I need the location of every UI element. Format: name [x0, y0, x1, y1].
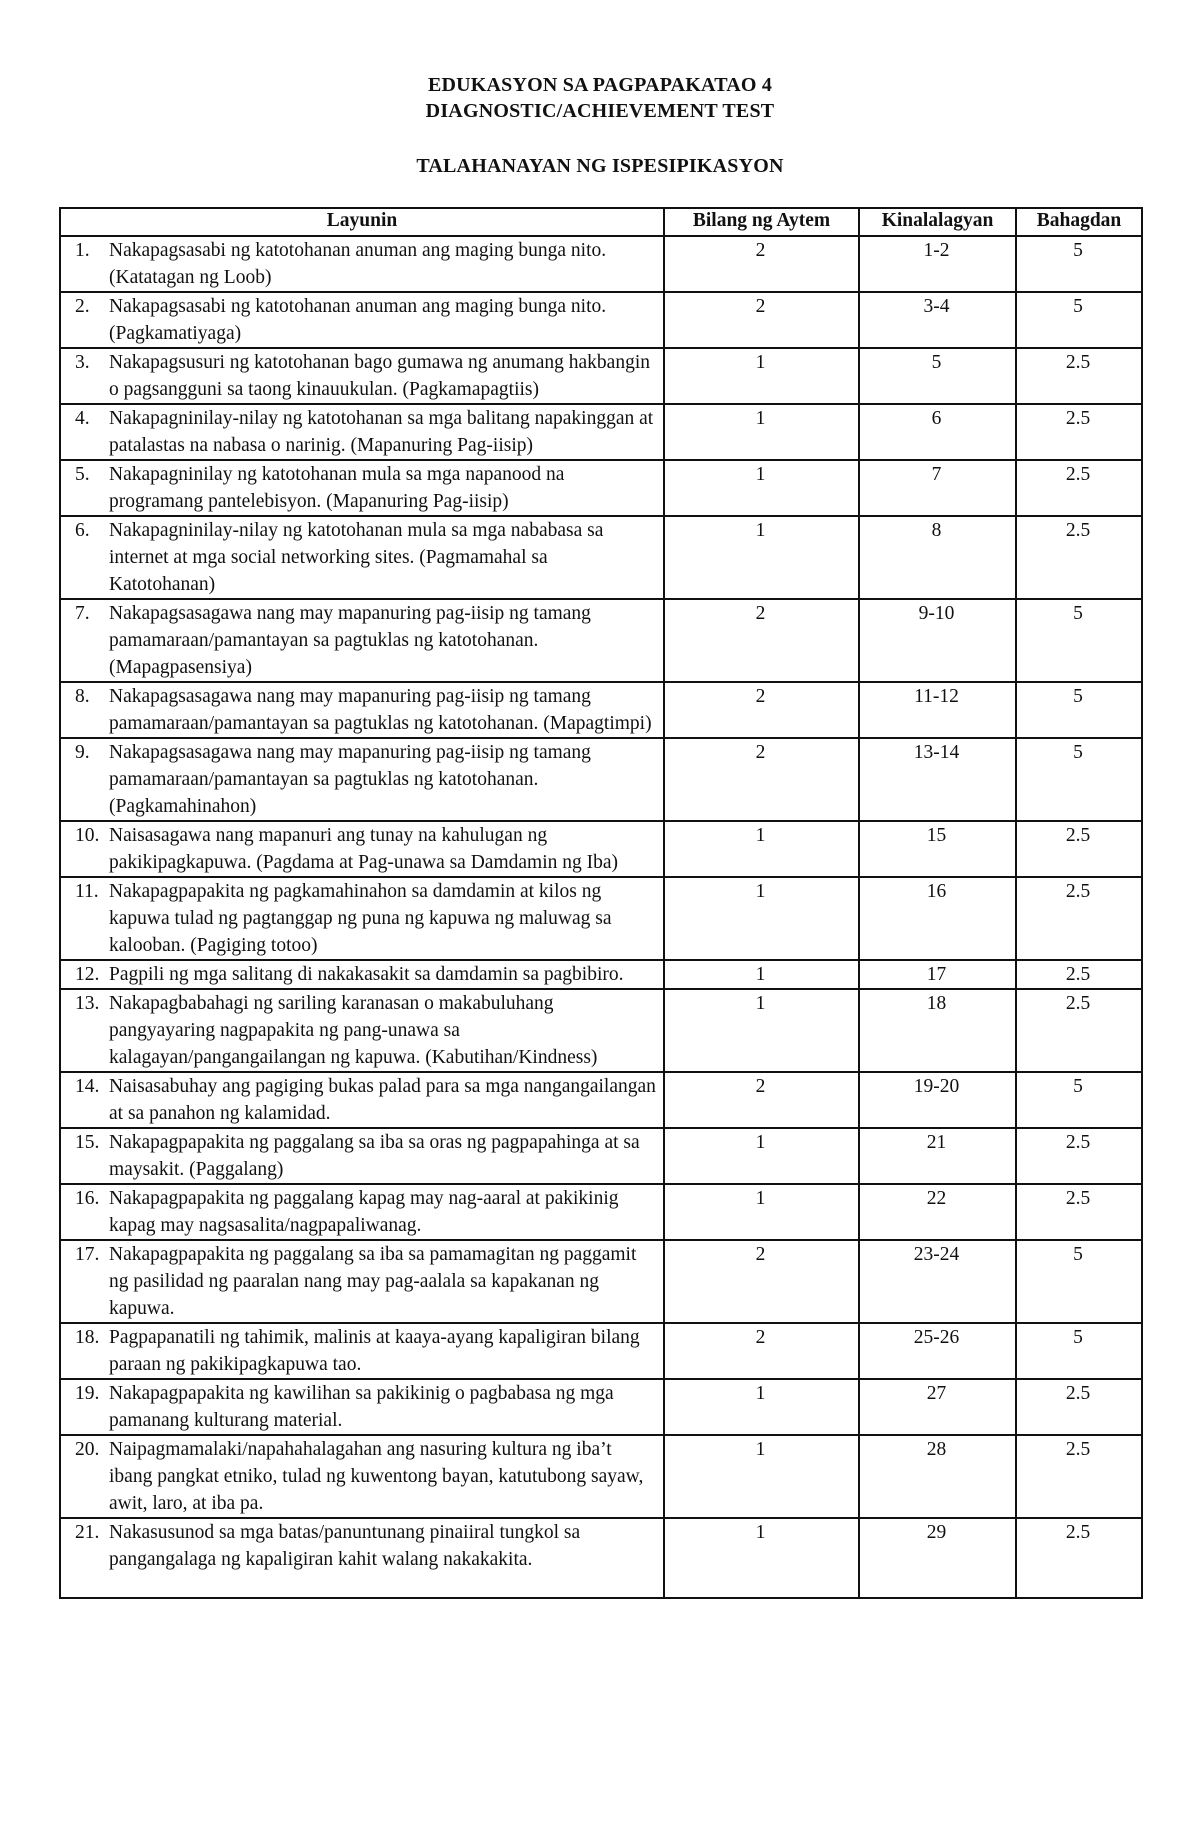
percentage-cell: 5: [1016, 738, 1142, 821]
table-title: TALAHANAYAN NG ISPESIPIKASYON: [416, 155, 784, 177]
objective-text: Nakapagninilay-nilay ng katotohanan mula sa mga nababasa sa internet at mga social networking sites. (Pagmamahal sa Katotohanan): [109, 520, 604, 595]
objective-number: 20.: [75, 1439, 100, 1460]
objective-number: 4.: [75, 408, 90, 429]
objective-number: 5.: [75, 464, 90, 485]
objective-text: Nakapagsasabi ng katotohanan anuman ang maging bunga nito. (Pagkamatiyaga): [109, 296, 607, 344]
item-count-cell: 2: [664, 292, 859, 348]
objective-cell: [60, 960, 664, 989]
table-row: [60, 1323, 1142, 1379]
objective-cell: [60, 1518, 664, 1598]
item-location-cell: 28: [859, 1435, 1016, 1518]
item-location-cell: 15: [859, 821, 1016, 877]
item-count-cell: 1: [664, 960, 859, 989]
table-row: [60, 236, 1142, 292]
objective-cell: [60, 877, 664, 960]
table-row: [60, 1435, 1142, 1518]
item-count-cell: 1: [664, 1379, 859, 1435]
objective-text: Nakapagninilay ng katotohanan mula sa mga napanood na programang pantelebisyon. (Mapanuring Pag-iisip): [109, 464, 565, 512]
objective-cell: [60, 1184, 664, 1240]
objective-number: 21.: [75, 1522, 100, 1543]
objective-number: 17.: [75, 1244, 100, 1265]
item-count-cell: 1: [664, 404, 859, 460]
table-row: [60, 348, 1142, 404]
item-location-cell: 25-26: [859, 1323, 1016, 1379]
item-count-cell: 1: [664, 348, 859, 404]
objective-cell: [60, 738, 664, 821]
objective-text: Nakapagninilay-nilay ng katotohanan sa mga balitang napakinggan at patalastas na nabasa o narinig. (Mapanuring Pag-iisip): [109, 408, 654, 456]
objective-number: 16.: [75, 1188, 100, 1209]
item-count-cell: 1: [664, 1435, 859, 1518]
objective-cell: [60, 1072, 664, 1128]
percentage-cell: 2.5: [1016, 348, 1142, 404]
percentage-cell: 2.5: [1016, 960, 1142, 989]
objective-number: 11.: [75, 881, 99, 902]
objective-text: Naipagmamalaki/napahahalagahan ang nasuring kultura ng iba’t ibang pangkat etniko, tulad ng kuwentong bayan, katutubong sayaw, awit, laro, at iba pa.: [109, 1439, 644, 1514]
objective-number: 2.: [75, 296, 90, 317]
table-row: [60, 292, 1142, 348]
percentage-cell: 5: [1016, 292, 1142, 348]
objective-cell: [60, 292, 664, 348]
item-count-cell: 1: [664, 877, 859, 960]
column-header-kinalalagyan: Kinalalagyan: [859, 208, 1016, 236]
table-row: [60, 738, 1142, 821]
table-row: [60, 404, 1142, 460]
objective-cell: [60, 1323, 664, 1379]
table-row: [60, 1184, 1142, 1240]
item-location-cell: 5: [859, 348, 1016, 404]
objective-cell: [60, 1128, 664, 1184]
percentage-cell: 5: [1016, 236, 1142, 292]
item-location-cell: 23-24: [859, 1240, 1016, 1323]
document-subtitle: DIAGNOSTIC/ACHIEVEMENT TEST: [425, 100, 775, 122]
objective-number: 7.: [75, 603, 90, 624]
item-count-cell: 1: [664, 1518, 859, 1598]
item-count-cell: 1: [664, 1128, 859, 1184]
item-location-cell: 18: [859, 989, 1016, 1072]
percentage-cell: 5: [1016, 1323, 1142, 1379]
table-row: [60, 599, 1142, 682]
item-count-cell: 1: [664, 1184, 859, 1240]
table-body: [60, 236, 1142, 1598]
objective-number: 6.: [75, 520, 90, 541]
objective-text: Nakapagpapakita ng paggalang sa iba sa pamamagitan ng paggamit ng pasilidad ng paaralan nang may pag-aalala sa kapakanan ng kapuwa.: [109, 1244, 637, 1319]
objective-number: 15.: [75, 1132, 100, 1153]
percentage-cell: 2.5: [1016, 1128, 1142, 1184]
objective-cell: [60, 1435, 664, 1518]
percentage-cell: 2.5: [1016, 989, 1142, 1072]
item-count-cell: 1: [664, 516, 859, 599]
item-location-cell: 7: [859, 460, 1016, 516]
percentage-cell: 2.5: [1016, 516, 1142, 599]
objective-cell: [60, 236, 664, 292]
item-count-cell: 2: [664, 738, 859, 821]
table-header-row: [60, 208, 1142, 236]
item-count-cell: 2: [664, 1240, 859, 1323]
item-count-cell: 2: [664, 682, 859, 738]
table-row: [60, 460, 1142, 516]
column-header-bilang-ng-aytem: Bilang ng Aytem: [664, 208, 859, 236]
objective-text: Naisasagawa nang mapanuri ang tunay na kahulugan ng pakikipagkapuwa. (Pagdama at Pag-unawa sa Damdamin ng Iba): [109, 825, 618, 873]
percentage-cell: 2.5: [1016, 821, 1142, 877]
percentage-cell: 2.5: [1016, 1184, 1142, 1240]
item-location-cell: 29: [859, 1518, 1016, 1598]
table-row: [60, 682, 1142, 738]
specification-table: [59, 207, 1143, 1599]
item-location-cell: 22: [859, 1184, 1016, 1240]
item-location-cell: 17: [859, 960, 1016, 989]
item-location-cell: 9-10: [859, 599, 1016, 682]
objective-cell: [60, 989, 664, 1072]
objective-text: Pagpapanatili ng tahimik, malinis at kaaya-ayang kapaligiran bilang paraan ng pakikipagkapuwa tao.: [109, 1327, 640, 1375]
item-location-cell: 8: [859, 516, 1016, 599]
table-row: [60, 1379, 1142, 1435]
table-row: [60, 516, 1142, 599]
objective-cell: [60, 516, 664, 599]
objective-number: 10.: [75, 825, 100, 846]
item-location-cell: 11-12: [859, 682, 1016, 738]
document-title: EDUKASYON SA PAGPAPAKATAO 4: [427, 74, 773, 96]
objective-cell: [60, 599, 664, 682]
objective-number: 9.: [75, 742, 90, 763]
objective-number: 13.: [75, 993, 100, 1014]
objective-text: Nakapagpapakita ng pagkamahinahon sa damdamin at kilos ng kapuwa tulad ng pagtanggap ng puna ng kapuwa ng maluwag sa kalooban. (Pagiging totoo): [109, 881, 612, 956]
table-row: [60, 1128, 1142, 1184]
item-location-cell: 27: [859, 1379, 1016, 1435]
objective-cell: [60, 460, 664, 516]
objective-text: Nakapagsasagawa nang may mapanuring pag-iisip ng tamang pamamaraan/pamantayan sa pagtuklas ng katotohanan. (Pagkamahinahon): [109, 742, 591, 817]
objective-text: Pagpili ng mga salitang di nakakasakit sa damdamin sa pagbibiro.: [109, 964, 624, 985]
percentage-cell: 5: [1016, 1072, 1142, 1128]
item-location-cell: 16: [859, 877, 1016, 960]
table-row: [60, 877, 1142, 960]
table-row: [60, 1518, 1142, 1598]
item-count-cell: 1: [664, 989, 859, 1072]
item-count-cell: 2: [664, 599, 859, 682]
objective-number: 18.: [75, 1327, 100, 1348]
objective-number: 12.: [75, 964, 100, 985]
objective-cell: [60, 348, 664, 404]
objective-cell: [60, 682, 664, 738]
objective-text: Nakapagsusuri ng katotohanan bago gumawa ng anumang hakbangin o pagsangguni sa taong kinauukulan. (Pagkamapagtiis): [109, 352, 650, 400]
item-location-cell: 6: [859, 404, 1016, 460]
item-count-cell: 2: [664, 1072, 859, 1128]
table-row: [60, 821, 1142, 877]
column-header-bahagdan: Bahagdan: [1016, 208, 1142, 236]
percentage-cell: 2.5: [1016, 877, 1142, 960]
percentage-cell: 5: [1016, 599, 1142, 682]
percentage-cell: 5: [1016, 1240, 1142, 1323]
objective-text: Nakapagbabahagi ng sariling karanasan o makabuluhang pangyayaring nagpapakita ng pang-unawa sa kalagayan/pangangailangan ng kapuwa. (Kabutihan/Kindness): [109, 993, 598, 1068]
item-location-cell: 21: [859, 1128, 1016, 1184]
percentage-cell: 2.5: [1016, 1435, 1142, 1518]
item-count-cell: 1: [664, 821, 859, 877]
objective-text: Nakasusunod sa mga batas/panuntunang pinaiiral tungkol sa pangangalaga ng kapaligiran kahit walang nakakakita.: [109, 1522, 581, 1570]
table-row: [60, 960, 1142, 989]
percentage-cell: 2.5: [1016, 1518, 1142, 1598]
table-row: [60, 989, 1142, 1072]
objective-number: 19.: [75, 1383, 100, 1404]
item-location-cell: 19-20: [859, 1072, 1016, 1128]
objective-text: Nakapagsasabi ng katotohanan anuman ang maging bunga nito. (Katatagan ng Loob): [109, 240, 607, 288]
objective-number: 14.: [75, 1076, 100, 1097]
objective-text: Nakapagpapakita ng kawilihan sa pakikinig o pagbabasa ng mga pamanang kulturang material.: [109, 1383, 614, 1431]
objective-text: Nakapagpapakita ng paggalang kapag may nag-aaral at pakikinig kapag may nagsasalita/nagpapaliwanag.: [109, 1188, 619, 1236]
item-count-cell: 2: [664, 236, 859, 292]
objective-cell: [60, 404, 664, 460]
item-location-cell: 1-2: [859, 236, 1016, 292]
objective-text: Naisasabuhay ang pagiging bukas palad para sa mga nangangailangan at sa panahon ng kalamidad.: [109, 1076, 656, 1124]
item-count-cell: 1: [664, 460, 859, 516]
column-header-layunin: Layunin: [60, 208, 664, 236]
objective-text: Nakapagsasagawa nang may mapanuring pag-iisip ng tamang pamamaraan/pamantayan sa pagtuklas ng katotohanan. (Mapagtimpi): [109, 686, 652, 734]
item-location-cell: 3-4: [859, 292, 1016, 348]
percentage-cell: 5: [1016, 682, 1142, 738]
objective-number: 1.: [75, 240, 90, 261]
table-row: [60, 1072, 1142, 1128]
item-count-cell: 2: [664, 1323, 859, 1379]
percentage-cell: 2.5: [1016, 1379, 1142, 1435]
table-row: [60, 1240, 1142, 1323]
objective-text: Nakapagpapakita ng paggalang sa iba sa oras ng pagpapahinga at sa maysakit. (Paggalang): [109, 1132, 640, 1180]
percentage-cell: 2.5: [1016, 404, 1142, 460]
objective-cell: [60, 821, 664, 877]
objective-cell: [60, 1240, 664, 1323]
objective-number: 3.: [75, 352, 90, 373]
percentage-cell: 2.5: [1016, 460, 1142, 516]
objective-cell: [60, 1379, 664, 1435]
objective-text: Nakapagsasagawa nang may mapanuring pag-iisip ng tamang pamamaraan/pamantayan sa pagtuklas ng katotohanan. (Mapagpasensiya): [109, 603, 591, 678]
item-location-cell: 13-14: [859, 738, 1016, 821]
objective-number: 8.: [75, 686, 90, 707]
